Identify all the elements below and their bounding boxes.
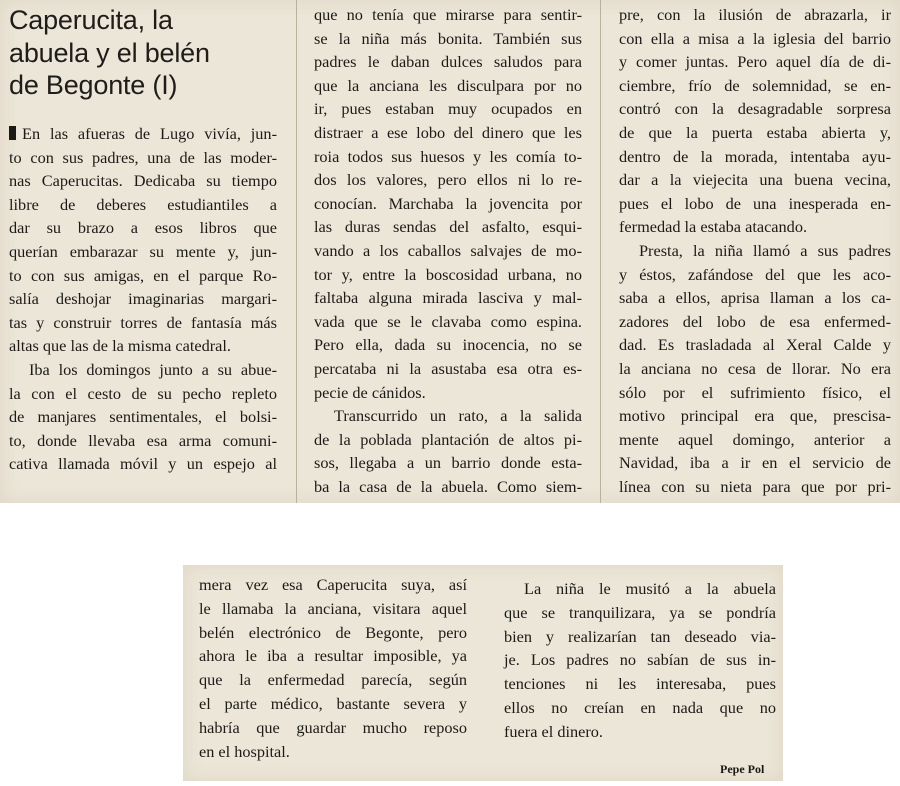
text-line: ba la casa de la abuela. Como siem- [314, 476, 582, 496]
text-line: le llamaba la anciana, visitara aquel [199, 598, 467, 618]
headline-line: de Begonte (I) [9, 70, 178, 100]
text-line: to, donde llevaba esa arma comuni- [9, 430, 277, 450]
text-line: con ella a misa a la iglesia del barrio [619, 28, 891, 48]
text-line: ellos no creían en nada que no [504, 697, 776, 717]
text-line: sólo por el sufrimiento físico, el [619, 382, 891, 402]
text-line: tor y, entre la boscosidad urbana, no [314, 264, 582, 284]
text-line: faltaba alguna mirada lasciva y mal- [314, 288, 582, 308]
text-line: Navidad, iba a ir en el servicio de [619, 453, 891, 473]
text-line: y comer juntas. Pero aquel día de di- [619, 52, 891, 72]
text-line: Iba los domingos junto a su abue- [29, 359, 277, 379]
text-line: fermedad la estaba atacando. [619, 217, 808, 237]
text-column-5 [504, 577, 776, 744]
text-line: La niña le musitó a la abuela [524, 579, 776, 598]
column-rule [296, 0, 297, 503]
text-line: percataba ni la asustaba esa otra es- [314, 358, 582, 378]
text-line: contró con la desagradable sorpresa [619, 99, 891, 119]
text-line: en el hospital. [199, 741, 290, 761]
text-line: vando a los caballos salvajes de mo- [314, 240, 582, 260]
text-line: querían embarazar su mente y, jun- [9, 241, 277, 261]
text-line: que la enfermedad parecía, según [199, 670, 467, 690]
text-line: distraer a ese lobo del dinero que les [314, 122, 582, 142]
text-line: Pero ella, dada su inocencia, no se [314, 335, 582, 355]
text-line: to con sus padres, una de las moder- [9, 147, 277, 167]
headline-line: Caperucita, la [9, 5, 173, 35]
text-line: saba a ellos, aprisa llaman a los ca- [619, 288, 891, 308]
text-line: conocían. Marchaba la jovencita por [314, 193, 582, 213]
text-line: la con el cesto de su pecho repleto [9, 383, 277, 403]
text-line: En las afueras de Lugo vivía, jun- [22, 124, 277, 143]
text-line: pecie de cánidos. [314, 382, 426, 402]
text-line: tas y construir torres de fantasía más [9, 312, 277, 332]
column-rule [600, 0, 601, 503]
text-column-1 [9, 122, 277, 476]
text-line: línea con su nieta para que por pri- [619, 476, 891, 496]
text-line: mente aquel domingo, anterior a [619, 429, 891, 449]
text-line: cativa llamada móvil y un espejo al [9, 454, 277, 474]
text-line: ciembre, frío de solemnidad, se en- [619, 75, 891, 95]
text-line: dar a la viejecita una buena vecina, [619, 170, 891, 190]
lead-marker [9, 126, 16, 140]
text-line: salía deshojar imaginarias margari- [9, 289, 277, 309]
text-line: se la niña más bonita. También sus [314, 28, 582, 48]
text-line: roia todos sus huesos y les comía to- [314, 146, 582, 166]
text-line: dos los valores, pero ellos ni lo re- [314, 170, 582, 190]
text-line: dentro de la morada, intentaba ayu- [619, 146, 891, 166]
text-line: vada que se le clavaba como espina. [314, 311, 582, 331]
text-line: la anciana no cesa de llorar. No era [619, 358, 891, 378]
text-line: zadores del lobo de esa enfermed- [619, 311, 891, 331]
text-column-2 [314, 3, 582, 498]
text-column-3 [619, 3, 891, 498]
text-line: pues el lobo de una inesperada en- [619, 193, 891, 213]
text-line: motivo principal era que, prescisa- [619, 406, 891, 426]
text-line: ir, pues estaban muy ocupados en [314, 99, 582, 119]
text-line: to con sus amigas, en el parque Ro- [9, 265, 277, 285]
text-line: mera vez esa Caperucita suya, así [199, 575, 467, 594]
text-line: nas Caperucitas. Dedicaba su tiempo [9, 171, 277, 191]
text-line: el parte médico, bastante severa y [199, 693, 467, 713]
text-line: ahora le iba a resultar imposible, ya [199, 646, 467, 666]
text-line: bien y realizarían tan deseado via- [504, 626, 776, 646]
text-line: habría que guardar mucho reposo [199, 717, 467, 737]
text-line: tenciones ni les interesaba, pues [504, 674, 776, 694]
text-line: Presta, la niña llamó a sus padres [639, 240, 891, 260]
text-line: pre, con la ilusión de abrazarla, ir [619, 5, 891, 24]
text-line: dad. Es trasladada al Xeral Calde y [619, 335, 891, 355]
text-line: Transcurrido un rato, a la salida [334, 406, 582, 426]
text-line: y éstos, zafándose del que les aco- [619, 264, 891, 284]
text-line: dar su brazo a esos libros que [9, 218, 277, 238]
text-line: las duras sendas del asfalto, esqui- [314, 217, 582, 237]
headline-line: abuela y el belén [9, 37, 210, 68]
text-line: sos, llegaba a un barrio donde esta- [314, 453, 582, 473]
article-headline [9, 4, 289, 102]
text-line: fuera el dinero. [504, 721, 603, 741]
text-line: libre de deberes estudiantiles a [9, 194, 277, 214]
text-line: belén electrónico de Begonte, pero [199, 622, 467, 642]
text-line: que la anciana les disculpara por no [314, 75, 582, 95]
text-line: que no tenía que mirarse para sentir- [314, 5, 582, 24]
text-column-4 [199, 573, 467, 763]
text-line: de manjares sentimentales, el bolsi- [9, 407, 277, 427]
text-line: que se tranquilizara, ya se pondría [504, 602, 776, 622]
author-byline: Pepe Pol [720, 762, 765, 776]
text-line: je. Los padres no sabían de sus in- [504, 650, 776, 670]
text-line: de la poblada plantación de altos pi- [314, 429, 582, 449]
text-line: altas que las de la misma catedral. [9, 336, 231, 356]
text-line: de que la puerta estaba abierta y, [619, 122, 891, 142]
text-line: padres le daban dulces saludos para [314, 52, 582, 72]
